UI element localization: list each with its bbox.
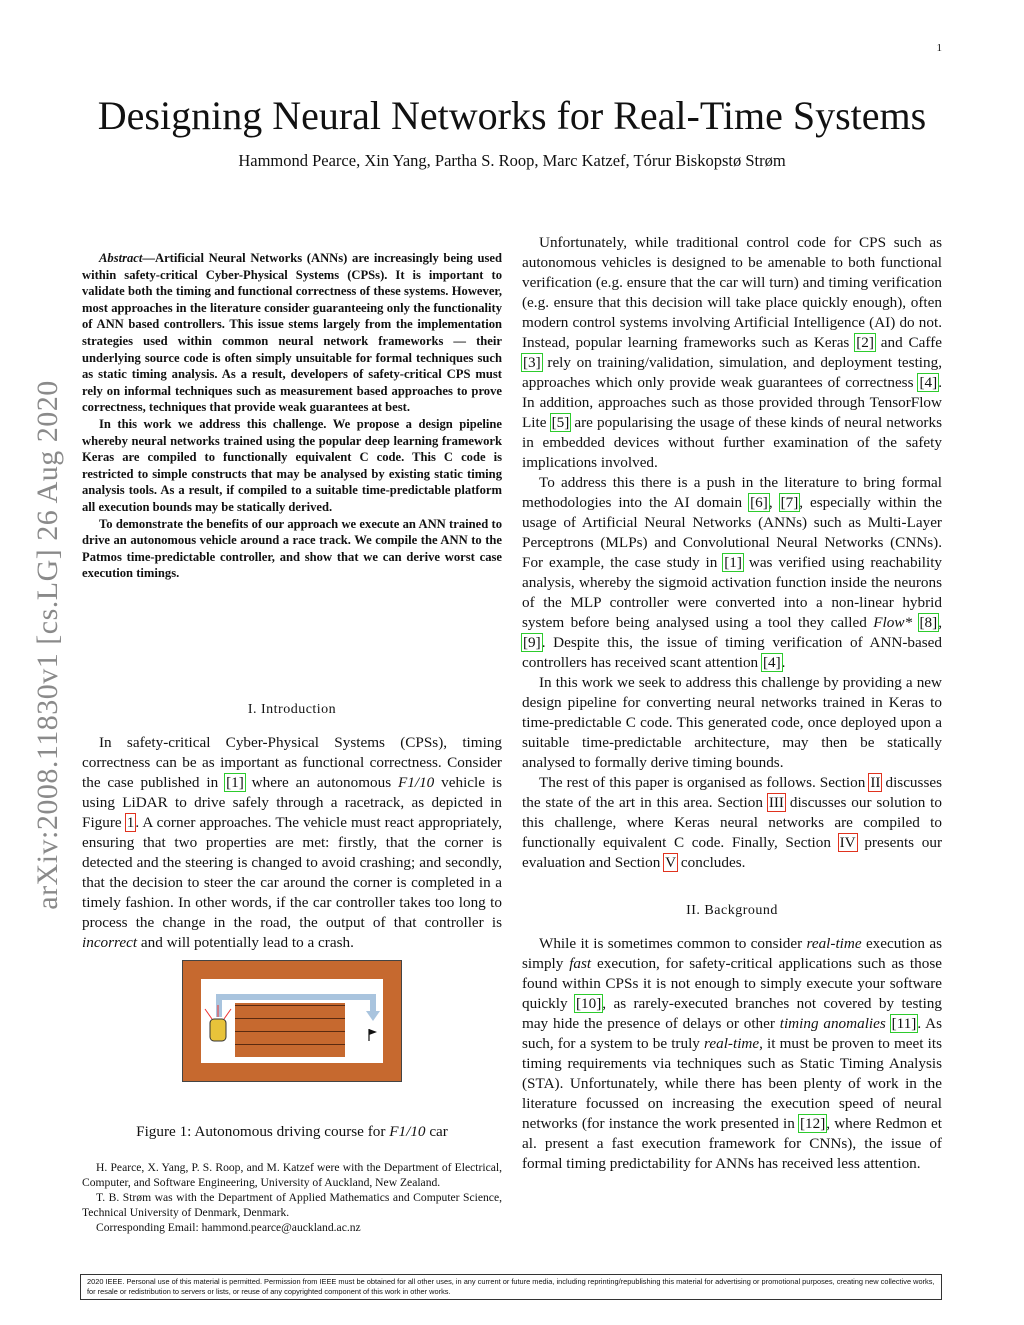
- car-icon: [210, 1019, 226, 1041]
- citation-link[interactable]: [11]: [891, 1015, 917, 1032]
- abstract-p3: To demonstrate the benefits of our approach we execute an ANN trained to drive an autonomous vehicle around a race track. We compile the ANN to the Patmos time-predictable controller, and show that we can derive worst case execution timings.: [82, 516, 502, 581]
- paragraph: To address this there is a push in the literature to bring formal methodologies into the AI domain [6], [7], especially within the usage of Artificial Neural Networks (ANNs) such as Multi-Layer Perceptrons (MLPs) and Convolutional Neural Networks (CNNs). For example, the case study in [1] was verified using reachability analysis, whereby the sigmoid activation function inside the neurons of the MLP controller were converted into a non-linear hybrid system before being analysed using a tool they called Flow* [8], [9]. Despite this, the issue of timing verification of ANN-based controllers has received scant attention [4].: [522, 474, 943, 671]
- citation-link[interactable]: [2]: [856, 334, 874, 351]
- citation-link[interactable]: [4]: [919, 374, 938, 391]
- caption-emphasis: F1/10: [389, 1123, 426, 1140]
- paragraph: The rest of this paper is organised as follows. Section II discusses the state of the art in this area. Section III discusses our solution to this challenge, where Keras neural networks are compiled to functionally equivalent C code. Finally, Section IV presents our evaluation and Section V concludes.: [522, 774, 943, 871]
- citation-link[interactable]: [4]: [762, 654, 781, 671]
- citation-link[interactable]: [6]: [750, 494, 768, 511]
- intro-heading: I. Introduction: [247, 702, 337, 717]
- page-number: 1: [936, 42, 942, 54]
- intro-paragraph: In safety-critical Cyber-Physical Systems (CPSs), timing correctness can be as important as functional correctness. Consider the case published in [1] where an autonomous F1/10 vehicle is using LiDAR to drive safely through a racetrack, as depicted in Figure 1. A corner approaches. The vehicle must react appropriately, ensuring that two properties are met: firstly, that the corner is detected and the steering is changed to avoid crashing; and secondly, that the decision to steer the car around the corner is completed in a timely fashion. In other words, if the car controller takes too long to process the change in the road, the output of that controller is incorrect and will potentially lead to a crash.: [82, 734, 503, 951]
- author-list: Hammond Pearce, Xin Yang, Partha S. Roop, Marc Katzef, Tórur Biskopstø Strøm: [238, 151, 786, 170]
- arxiv-sidebar: [18, 340, 78, 950]
- course-overlay: [183, 961, 401, 1081]
- arxiv-id: arXiv:2008.11830v1 [cs.LG] 26 Aug 2020: [31, 380, 64, 910]
- section-link[interactable]: V: [665, 854, 677, 871]
- driving-course-figure: [182, 960, 402, 1082]
- abstract: Abstract—Artificial Neural Networks (ANNs) are increasingly being used within safety-critical Cyber-Physical Systems (CPSs). It is important to validate both the timing and functional correctness of these systems. However, most approaches in the literature consider guaranteeing only the functionality of ANN based controllers. This issue stems largely from the implementation strategies used within common neural network frameworks — their underlying source code is often simply unsuitable for formal techniques such as static timing analysis. As a result, developers of safety-critical CPS must rely on informal techniques such as measurement based approaches to prove correctness, techniques that provide weak guarantees at best. In this work we address this challenge. We propose a design pipeline whereby neural networks trained using the popular deep learning framework Keras are compiled to functionally equivalent C code. This C code is restricted to simple constructs that may be analysed by existing static timing analysis tools. As a result, if compiled to a suitable time-predictable platform all execution bounds may be statically derived. To demonstrate the benefits of our approach we execute an ANN trained to drive an autonomous vehicle around a race track. We compile the ANN to the Patmos time-predictable controller, and show that we can derive worst case execution timings.: [82, 251, 502, 581]
- paragraph: Unfortunately, while traditional control code for CPS such as autonomous vehicles is designed to be amenable to both functional verification (e.g. ensure that the car will turn) and timing verification (e.g. ensure that this decision will take place quickly enough), often modern control systems involving Artificial Intelligence (AI) do not. Instead, popular learning frameworks such as Keras [2] and Caffe [3] rely on training/validation, simulation, and deployment testing, approaches which only provide weak guarantees of correctness [4]. In addition, approaches such as those provided through TensorFlow Lite [5] are popularising the usage of these kinds of neural networks in embedded devices without further examination of the safety implications involved.: [522, 234, 943, 471]
- lidar-ray: [224, 1009, 231, 1019]
- citation-link[interactable]: [12]: [799, 1115, 826, 1132]
- section-link[interactable]: IV: [839, 834, 856, 851]
- citation-link[interactable]: [8]: [919, 614, 938, 631]
- citation-link[interactable]: [10]: [575, 995, 602, 1012]
- citation-link[interactable]: [9]: [523, 634, 541, 651]
- lidar-ray: [205, 1009, 212, 1019]
- footnotes: [82, 1160, 502, 1235]
- abstract-p1: Artificial Neural Networks (ANNs) are increasingly being used within safety-critical Cyber-Physical Systems (CPSs). It is important to validate both the timing and functional correctness of these systems. However, most approaches in the literature consider guaranteeing only the functionality of ANN based controllers. This issue stems largely from the implementation strategies used within common neural network frameworks — their underlying source code is often simply unsuitable for formal techniques such as static timing analysis. As a result, developers of safety-critical CPS must rely on informal techniques such as measurement based approaches to prove correctness, techniques that provide weak guarantees at best.: [82, 251, 502, 415]
- paragraph: While it is sometimes common to consider real-time execution as simply fast execution, for safety-critical applications such as those found within CPSs it is not enough to simply execute your software quickly [10], as rarely-executed branches not covered by testing may hide the presence of delays or other timing anomalies [11]. As such, for a system to be truly real-time, it must be proven to meet its timing requirements via techniques such as Static Timing Analysis (STA). Unfortunately, while there has been plenty of work in the literature focussed on increasing the execution speed of neural networks (for instance the work presented in [12], where Redmon et al. present a fast execution framework for CNNs), the issue of formal timing predictability for ANNs has received less attention.: [522, 935, 943, 1172]
- figure-caption: [82, 1123, 502, 1141]
- paragraph: In this work we seek to address this challenge by providing a new design pipeline for converting neural networks trained in Keras to time-predictable C code. This generated code, once deployed upon a suitable time-predictable architecture, may then be statically analysed to formally derive timing bounds.: [522, 674, 942, 771]
- right-column: [522, 233, 942, 1174]
- background-heading: II. Background: [686, 903, 778, 918]
- figure-link[interactable]: 1: [126, 814, 135, 831]
- footnote-affiliation-1: H. Pearce, X. Yang, P. S. Roop, and M. Katzef were with the Department of Electrical, Computer, and Software Engineering, University of Auckland, New Zealand.: [82, 1161, 502, 1189]
- footnote-affiliation-2: T. B. Strøm was with the Department of Applied Mathematics and Computer Science, Technical University of Denmark, Denmark.: [82, 1191, 502, 1219]
- citation-link[interactable]: [1]: [226, 774, 244, 791]
- section-link[interactable]: II: [870, 774, 881, 791]
- citation-link[interactable]: [3]: [523, 354, 541, 371]
- path-arrow: [219, 997, 373, 1017]
- citation-link[interactable]: [7]: [780, 494, 799, 511]
- caption-text: Figure 1: Autonomous driving course for: [136, 1123, 390, 1140]
- footnote-email: Corresponding Email: hammond.pearce@auckland.ac.nz: [96, 1221, 361, 1234]
- citation-link[interactable]: [1]: [724, 554, 742, 571]
- caption-text-end: car: [425, 1123, 448, 1140]
- citation-link[interactable]: [5]: [551, 414, 570, 431]
- section-link[interactable]: III: [768, 794, 784, 811]
- copyright-notice: 2020 IEEE. Personal use of this material is permitted. Permission from IEEE must be obtained for all other uses, in any current or future media, including reprinting/republishing this material for advertising or promotional purposes, creating new collective works, for resale or redistribution to servers or lists, or reuse of any copyrighted component of this work in other works.: [80, 1274, 942, 1300]
- flag-icon: [369, 1029, 377, 1035]
- abstract-p2: In this work we address this challenge. We propose a design pipeline whereby neural networks trained using the popular deep learning framework Keras are compiled to functionally equivalent C code. This C code is restricted to simple constructs that may be analysed by existing static timing analysis tools. As a result, if compiled to a suitable time-predictable platform all execution bounds may be statically derived.: [82, 416, 502, 514]
- abstract-label: Abstract: [99, 251, 143, 265]
- introduction-section: [82, 700, 502, 953]
- arrow-head-icon: [366, 1011, 380, 1021]
- paper-title: Designing Neural Networks for Real-Time Systems: [97, 93, 927, 138]
